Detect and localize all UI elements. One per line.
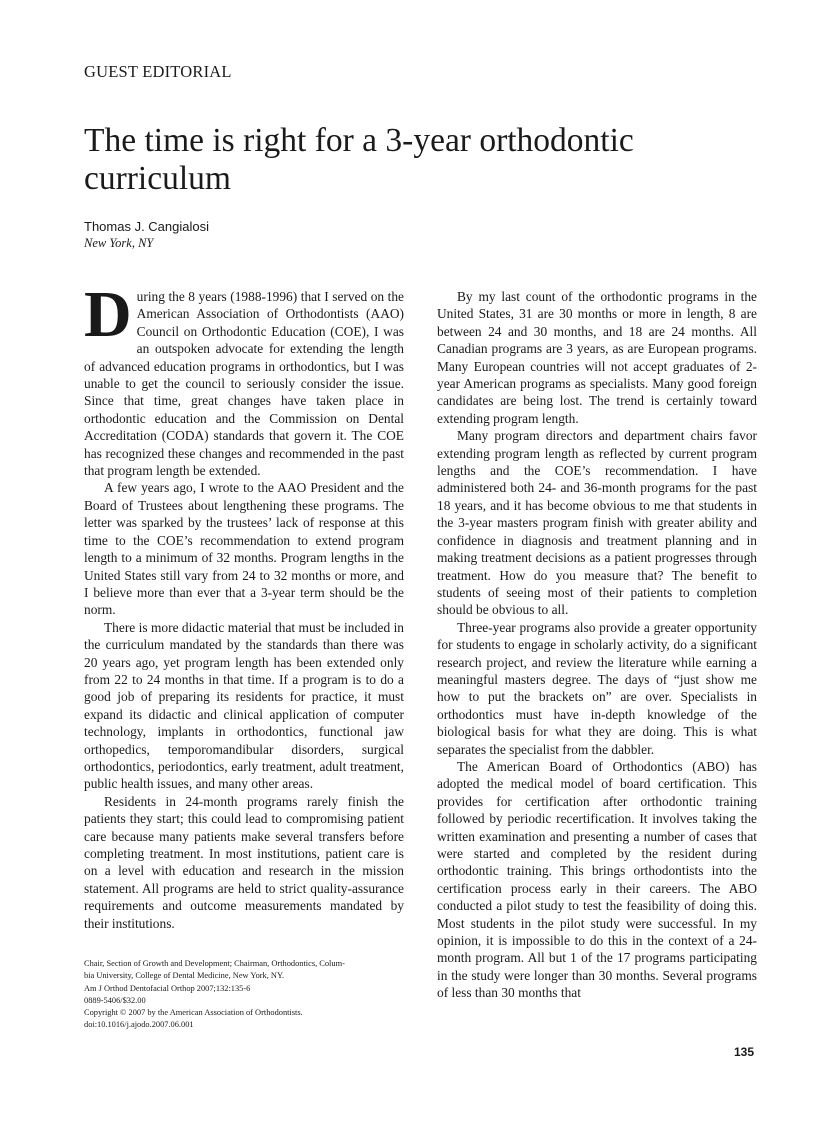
author-affiliation: New York, NY [84,236,154,250]
paragraph: A few years ago, I wrote to the AAO President and the Board of Trustees about lengthening these programs. The letter was sparked by the trustees’ lack of response at this time to the COE’s recommendation to extend program length to a minimum of 32 months. Program lengths in the United States still vary from 24 to 32 months or more, and I believe more than ever that a 3-year term should be the norm. [84,480,404,618]
footnote-line: doi:10.1016/j.ajodo.2007.06.001 [84,1020,194,1030]
right-column [437,288,757,1002]
paragraph: Residents in 24-month programs rarely finish the patients they start; this could lead to compromising patient care because many patients make several transfers before completing treatment. In most institutions, patient care is on a level with education and research in the mission statement. All programs are held to strict quality-assurance requirements and outcome measurements mandated by their institutions. [84,793,404,931]
author-name: Thomas J. Cangialosi [84,219,209,234]
drop-cap: D [84,278,132,351]
section-label: GUEST EDITORIAL [84,62,232,81]
footnote-line: Am J Orthod Dentofacial Orthop 2007;132:135-6 [84,983,251,993]
left-column [84,278,404,932]
paragraph-text: uring the 8 years (1988-1996) that I served on the American Association of Orthodontists (AAO) Council on Orthodontic Education (COE), I was an outspoken advocate for extending the length of advanced education programs in orthodontics, but I was unable to get the council to seriously consider the issue. Since that time, great changes have taken place in orthodontic education and the Commission on Dental Accreditation (CODA) standards that govern it. The COE has recognized these changes and recommended in the past that program length be extended. [84,289,404,479]
paragraph: By my last count of the orthodontic programs in the United States, 31 are 30 months or more in length, 8 are between 24 and 30 months, and 18 are 24 months. All Canadian programs are 3 years, as are European programs. Many European countries will not accept graduates of 2-year American programs as specialists. Many good foreign candidates are being lost. The trend is certainly toward extending program length. [437,289,757,426]
footnote-line: 0889-5406/$32.00 [84,995,146,1005]
footnote-line: bia University, College of Dental Medicine, New York, NY. [84,971,285,981]
footnote-line: Chair, Section of Growth and Development; Chairman, Orthodontics, Colum- [84,959,345,968]
paragraph: Many program directors and department chairs favor extending program length as reflected by current program lengths and the COE’s recommendation. I have administered both 24- and 36-month programs for the past 18 years, and it has become obvious to me that students in the 3-year masters program finish with greater ability and confidence in diagnosis and treatment planning and in making treatment decisions as a patient progresses through treatment. How do you measure that? The benefit to students of seeing most of their patients to completion should be obvious to all. [437,428,757,618]
footnote [84,958,384,1032]
paragraph: The American Board of Orthodontics (ABO) has adopted the medical model of board certification. This provides for certification after orthodontic training followed by periodic recertification. It involves taking the written examination and presenting a number of cases that were started and completed by the resident during orthodontic training. This brings orthodontists into the certification process early in their careers. The ABO conducted a pilot study to test the feasibility of doing this. Most students in the pilot study were successful. In my opinion, it is impossible to do this in the context of a 24-month program. All but 1 of the 17 programs participating in the study were longer than 30 months. Several programs of less than 30 months that [437,758,757,1001]
footnote-line: Copyright © 2007 by the American Association of Orthodontists. [84,1008,303,1018]
paragraph: Three-year programs also provide a greater opportunity for students to engage in scholarly activity, do a significant research project, and review the literature while earning a meaningful masters degree. The days of “just show me how to put the brackets on” are over. Specialists in orthodontics must have in-depth knowledge of the biological basis for what they are doing. This is what separates the specialist from the dabbler. [437,619,757,757]
paragraph [84,278,404,479]
article-title: The time is right for a 3-year orthodontic curriculum [84,122,634,197]
page-number: 135 [734,1045,755,1059]
paragraph: There is more didactic material that must be included in the curriculum mandated by the standards than there was 20 years ago, yet program length has been extended only from 22 to 24 months in that time. If a program is to do a good job of preparing its residents for practice, it must expand its didactic and clinical application of computer technology, implants in orthodontics, functional jaw orthopedics, temporomandibular disorders, surgical orthodontics, periodontics, early treatment, adult treatment, public health issues, and many other areas. [84,619,404,792]
